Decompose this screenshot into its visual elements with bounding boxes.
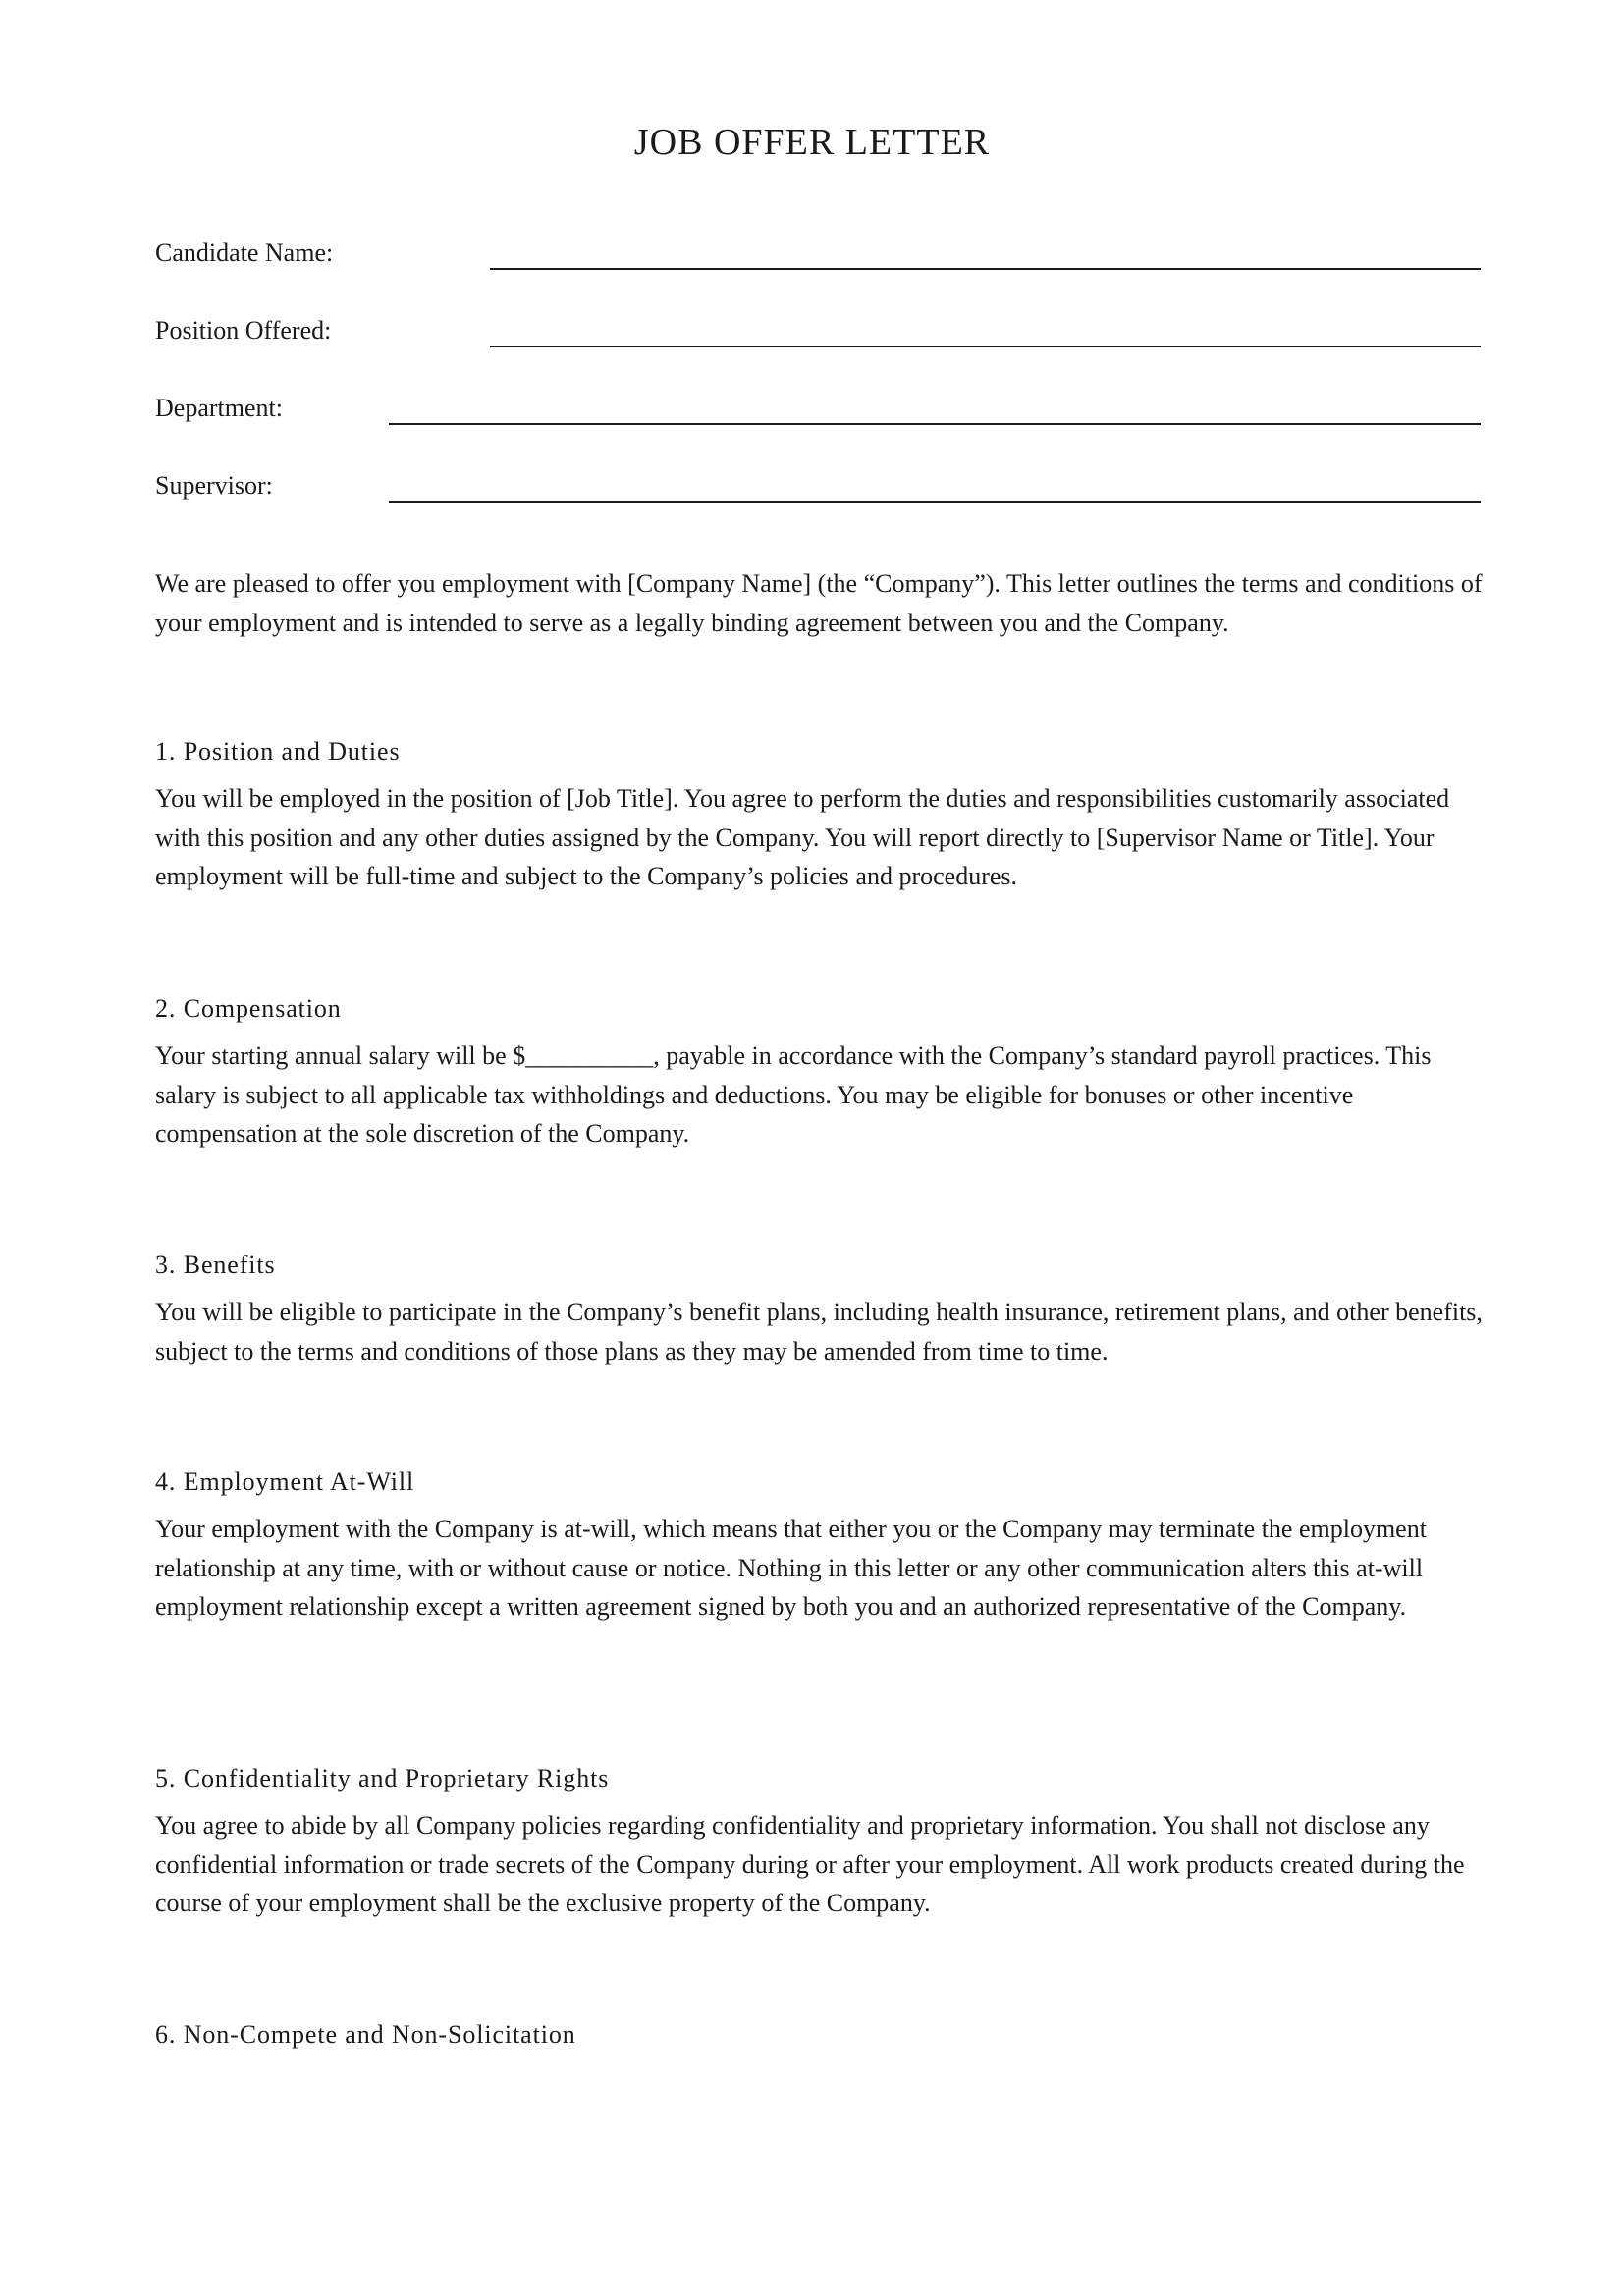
- section-body: You will be employed in the position of [Job Title]. You agree to perform the duties and responsibilities customarily associated with this position and any other duties assigned by the Company. You will report directly to [Supervisor Name or Title]. Your employment will be full-time and subject to the Company’s policies and procedures.: [155, 784, 1450, 890]
- supervisor-field[interactable]: [155, 468, 1481, 511]
- department-field[interactable]: [155, 391, 1481, 434]
- section-body: Your employment with the Company is at-will, which means that either you or the Company may terminate the employment relationship at any time, with or without cause or notice. Nothing in this letter or any other communication alters this at-will employment relationship except a written agreement signed by both you and an authorized representative of the Company.: [155, 1515, 1427, 1621]
- section-body: Your starting annual salary will be $__________, payable in accordance with the Company’s standard payroll practices. This salary is subject to all applicable tax withholdings and deductions. You may be eligible for bonuses or other incentive compensation at the sole discretion of the Company.: [155, 1041, 1432, 1148]
- section-heading: 1. Position and Duties: [155, 737, 401, 766]
- section-heading: 3. Benefits: [155, 1251, 276, 1279]
- department-label: Department:: [155, 394, 283, 422]
- supervisor-label: Supervisor:: [155, 471, 273, 500]
- document-title: JOB OFFER LETTER: [633, 122, 991, 163]
- position-offered-field[interactable]: [155, 313, 1481, 356]
- candidate-name-blank-line[interactable]: [490, 268, 1481, 270]
- section-confidentiality: [155, 1761, 1490, 1923]
- section-employment-at-will: [155, 1465, 1490, 1627]
- section-heading: 2. Compensation: [155, 994, 342, 1023]
- candidate-name-field[interactable]: [155, 236, 1481, 279]
- position-offered-label: Position Offered:: [155, 316, 332, 345]
- section-heading: 5. Confidentiality and Proprietary Rights: [155, 1764, 610, 1792]
- supervisor-blank-line[interactable]: [389, 501, 1481, 503]
- intro-paragraph: We are pleased to offer you employment with [Company Name] (the “Company”). This letter outlines the terms and conditions of your employment and is intended to serve as a legally binding agreement between you and the Company.: [155, 569, 1483, 637]
- section-compensation: [155, 991, 1490, 1153]
- section-position-and-duties: [155, 734, 1490, 896]
- section-body: You will be eligible to participate in the Company’s benefit plans, including health insurance, retirement plans, and other benefits, subject to the terms and conditions of those plans as they may be amended from time to time.: [155, 1298, 1483, 1365]
- section-benefits: [155, 1248, 1490, 1370]
- department-blank-line[interactable]: [389, 423, 1481, 425]
- position-offered-blank-line[interactable]: [490, 346, 1481, 347]
- section-body: You agree to abide by all Company policies regarding confidentiality and proprietary information. You shall not disclose any confidential information or trade secrets of the Company during or after your employment. All work products created during the course of your employment shall be the exclusive property of the Company.: [155, 1811, 1465, 1917]
- section-non-compete: [155, 2017, 1490, 2062]
- section-heading: 4. Employment At-Will: [155, 1468, 415, 1496]
- candidate-name-label: Candidate Name:: [155, 239, 334, 267]
- section-heading: 6. Non-Compete and Non-Solicitation: [155, 2020, 576, 2049]
